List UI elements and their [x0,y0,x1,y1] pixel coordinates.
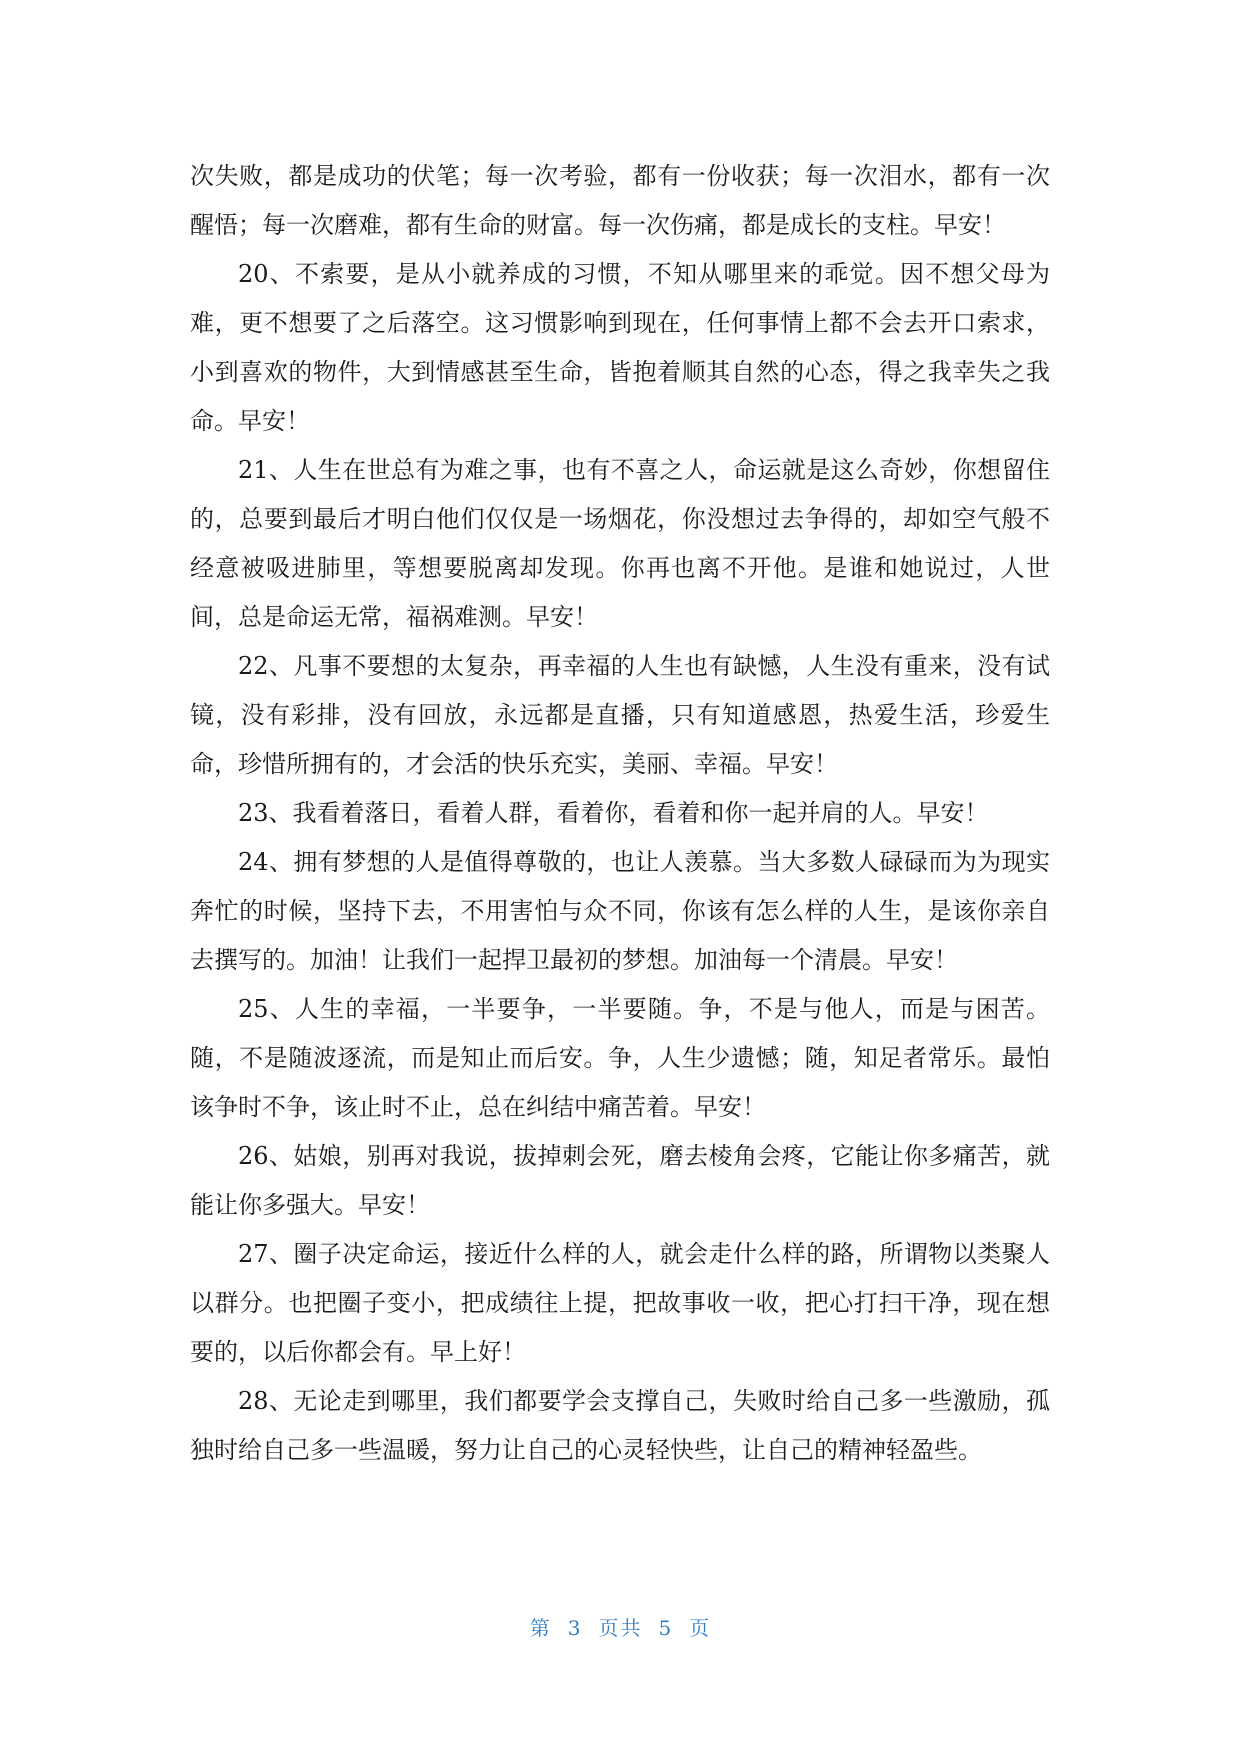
paragraph-23: 23、我看着落日，看着人群，看着你，看着和你一起并肩的人。早安！ [238,799,989,827]
paragraph-27: 27、圈子决定命运，接近什么样的人，就会走什么样的路，所谓物以类聚人以群分。也把圈子变小，把成绩往上提，把故事收一收，把心打扫干净，现在想要的，以后你都会有。早上好！ [190,1240,1050,1366]
footer-label-page: 第 [529,1616,552,1640]
page-footer [0,1612,1241,1641]
footer-label-of: 页共 [598,1616,643,1640]
paragraph-21: 21、人生在世总有为难之事，也有不喜之人，命运就是这么奇妙，你想留住的，总要到最后才明白他们仅仅是一场烟花，你没想过去争得的，却如空气般不经意被吸进肺里，等想要脱离却发现。你再也离不开他。是谁和她说过，人世间，总是命运无常，福祸难测。早安！ [190,456,1050,631]
paragraph-continued: 次失败，都是成功的伏笔；每一次考验，都有一份收获；每一次泪水，都有一次醒悟；每一次磨难，都有生命的财富。每一次伤痛，都是成长的支柱。早安！ [190,162,1050,239]
footer-total-pages: 5 [658,1616,674,1640]
paragraph-22: 22、凡事不要想的太复杂，再幸福的人生也有缺憾，人生没有重来，没有试镜，没有彩排，没有回放，永远都是直播，只有知道感恩，热爱生活，珍爱生命，珍惜所拥有的，才会活的快乐充实，美丽、幸福。早安！ [190,652,1050,778]
footer-label-pages: 页 [689,1616,712,1640]
document-body [190,152,1050,1475]
paragraph-20: 20、不索要，是从小就养成的习惯，不知从哪里来的乖觉。因不想父母为难，更不想要了之后落空。这习惯影响到现在，任何事情上都不会去开口索求，小到喜欢的物件，大到情感甚至生命，皆抱着顺其自然的心态，得之我幸失之我命。早安！ [190,260,1050,435]
paragraph-25: 25、人生的幸福，一半要争，一半要随。争，不是与他人，而是与困苦。随，不是随波逐流，而是知止而后安。争，人生少遗憾；随，知足者常乐。最怕该争时不争，该止时不止，总在纠结中痛苦着。早安！ [190,995,1050,1121]
paragraph-26: 26、姑娘，别再对我说，拔掉刺会死，磨去棱角会疼，它能让你多痛苦，就能让你多强大。早安！ [190,1142,1050,1219]
footer-current-page: 3 [567,1616,583,1640]
paragraph-24: 24、拥有梦想的人是值得尊敬的，也让人羡慕。当大多数人碌碌而为为现实奔忙的时候，坚持下去，不用害怕与众不同，你该有怎么样的人生，是该你亲自去撰写的。加油！让我们一起捍卫最初的梦想。加油每一个清晨。早安！ [190,848,1050,974]
paragraph-28: 28、无论走到哪里，我们都要学会支撑自己，失败时给自己多一些激励，孤独时给自己多一些温暖，努力让自己的心灵轻快些，让自己的精神轻盈些。 [190,1387,1050,1464]
